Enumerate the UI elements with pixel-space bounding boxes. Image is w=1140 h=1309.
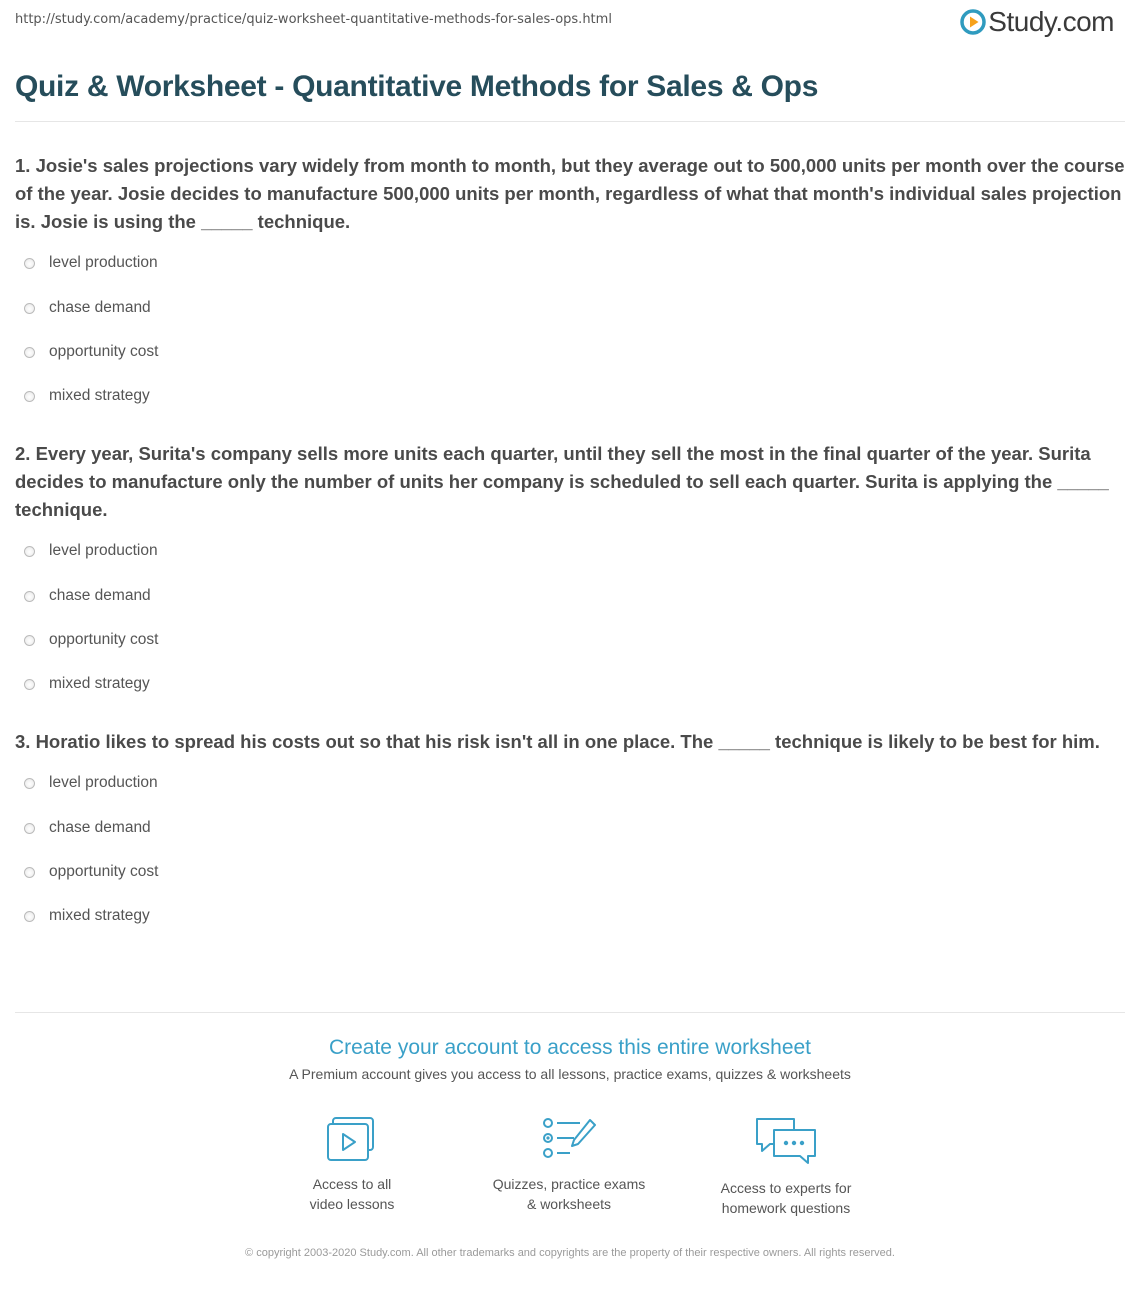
radio-button[interactable] (24, 867, 35, 878)
answer-option[interactable] (15, 894, 1125, 938)
answer-option[interactable] (15, 618, 1125, 662)
option-label: opportunity cost (49, 631, 159, 648)
radio-button[interactable] (24, 258, 35, 269)
answer-option[interactable] (15, 662, 1125, 706)
radio-button[interactable] (24, 635, 35, 646)
play-circle-icon (960, 9, 986, 35)
option-label: chase demand (49, 819, 151, 836)
quiz-checklist-icon (540, 1116, 598, 1162)
feature-label-line1: Quizzes, practice exams (492, 1176, 646, 1192)
feature-label (469, 1174, 669, 1214)
radio-button[interactable] (24, 823, 35, 834)
answer-option[interactable] (15, 542, 1125, 574)
option-label: chase demand (49, 587, 151, 604)
answer-options (15, 254, 1125, 418)
answer-option[interactable] (15, 774, 1125, 806)
question-text: 1. Josie's sales projections vary widely from month to month, but they average out to 500,000 units per month over the course of the year. Josie decides to manufacture 500,000 units per month, regardless of what that month's individual sales projection is. Josie is using the _____ technique. (15, 155, 1125, 232)
option-label: mixed strategy (49, 907, 150, 924)
option-label: level production (49, 774, 158, 791)
option-label: mixed strategy (49, 387, 150, 404)
feature-label-line2: video lessons (309, 1196, 395, 1212)
question-2 (15, 440, 1125, 706)
radio-button[interactable] (24, 911, 35, 922)
radio-button[interactable] (24, 391, 35, 402)
radio-button[interactable] (24, 679, 35, 690)
question-list (15, 152, 1125, 960)
feature-label-line2: homework questions (721, 1200, 851, 1216)
study-logo[interactable] (960, 6, 1114, 38)
question-text: 3. Horatio likes to spread his costs out so that his risk isn't all in one place. The _____ technique is likely to be best for him. (15, 731, 1100, 752)
question-1 (15, 152, 1125, 418)
title-divider (15, 121, 1125, 122)
page-title: Quiz & Worksheet - Quantitative Methods for Sales & Ops (15, 70, 819, 103)
feature-experts (686, 1116, 886, 1218)
copyright-notice: © copyright 2003-2020 Study.com. All other trademarks and copyrights are the property of their respective owners. All rights reserved. (245, 1247, 895, 1259)
cta-divider (15, 1012, 1125, 1013)
radio-button[interactable] (24, 591, 35, 602)
create-account-link[interactable]: Create your account to access this entire worksheet (328, 1036, 812, 1059)
radio-button[interactable] (24, 546, 35, 557)
answer-options (15, 542, 1125, 706)
answer-option[interactable] (15, 254, 1125, 286)
question-3 (15, 728, 1125, 938)
feature-label (252, 1174, 452, 1214)
option-label: level production (49, 254, 158, 271)
radio-button[interactable] (24, 778, 35, 789)
feature-label-line1: Access to experts for (720, 1180, 852, 1196)
answer-option[interactable] (15, 806, 1125, 850)
option-label: mixed strategy (49, 675, 150, 692)
cta-subheading: A Premium account gives you access to all lessons, practice exams, quizzes & worksheets (289, 1066, 851, 1082)
answer-option[interactable] (15, 574, 1125, 618)
answer-options (15, 774, 1125, 938)
answer-option[interactable] (15, 286, 1125, 330)
answer-option[interactable] (15, 330, 1125, 374)
feature-label-line2: & worksheets (526, 1196, 612, 1212)
page-url: http://study.com/academy/practice/quiz-worksheet-quantitative-methods-for-sales-ops.html (15, 12, 612, 27)
radio-button[interactable] (24, 347, 35, 358)
option-label: opportunity cost (49, 863, 159, 880)
question-text: 2. Every year, Surita's company sells more units each quarter, until they sell the most in the final quarter of the year. Surita decides to manufacture only the number of units her company is scheduled to sell each quarter. Surita is applying the _____ technique. (15, 443, 1109, 520)
feature-label-line1: Access to all (312, 1176, 392, 1192)
answer-option[interactable] (15, 850, 1125, 894)
feature-video-lessons (252, 1116, 452, 1214)
logo-text: Study.com (988, 6, 1114, 37)
option-label: opportunity cost (49, 343, 159, 360)
feature-label (686, 1178, 886, 1218)
option-label: level production (49, 542, 158, 559)
chat-bubbles-icon (754, 1116, 818, 1166)
feature-quizzes (469, 1116, 669, 1214)
radio-button[interactable] (24, 303, 35, 314)
option-label: chase demand (49, 299, 151, 316)
video-lessons-icon (324, 1116, 380, 1162)
answer-option[interactable] (15, 374, 1125, 418)
